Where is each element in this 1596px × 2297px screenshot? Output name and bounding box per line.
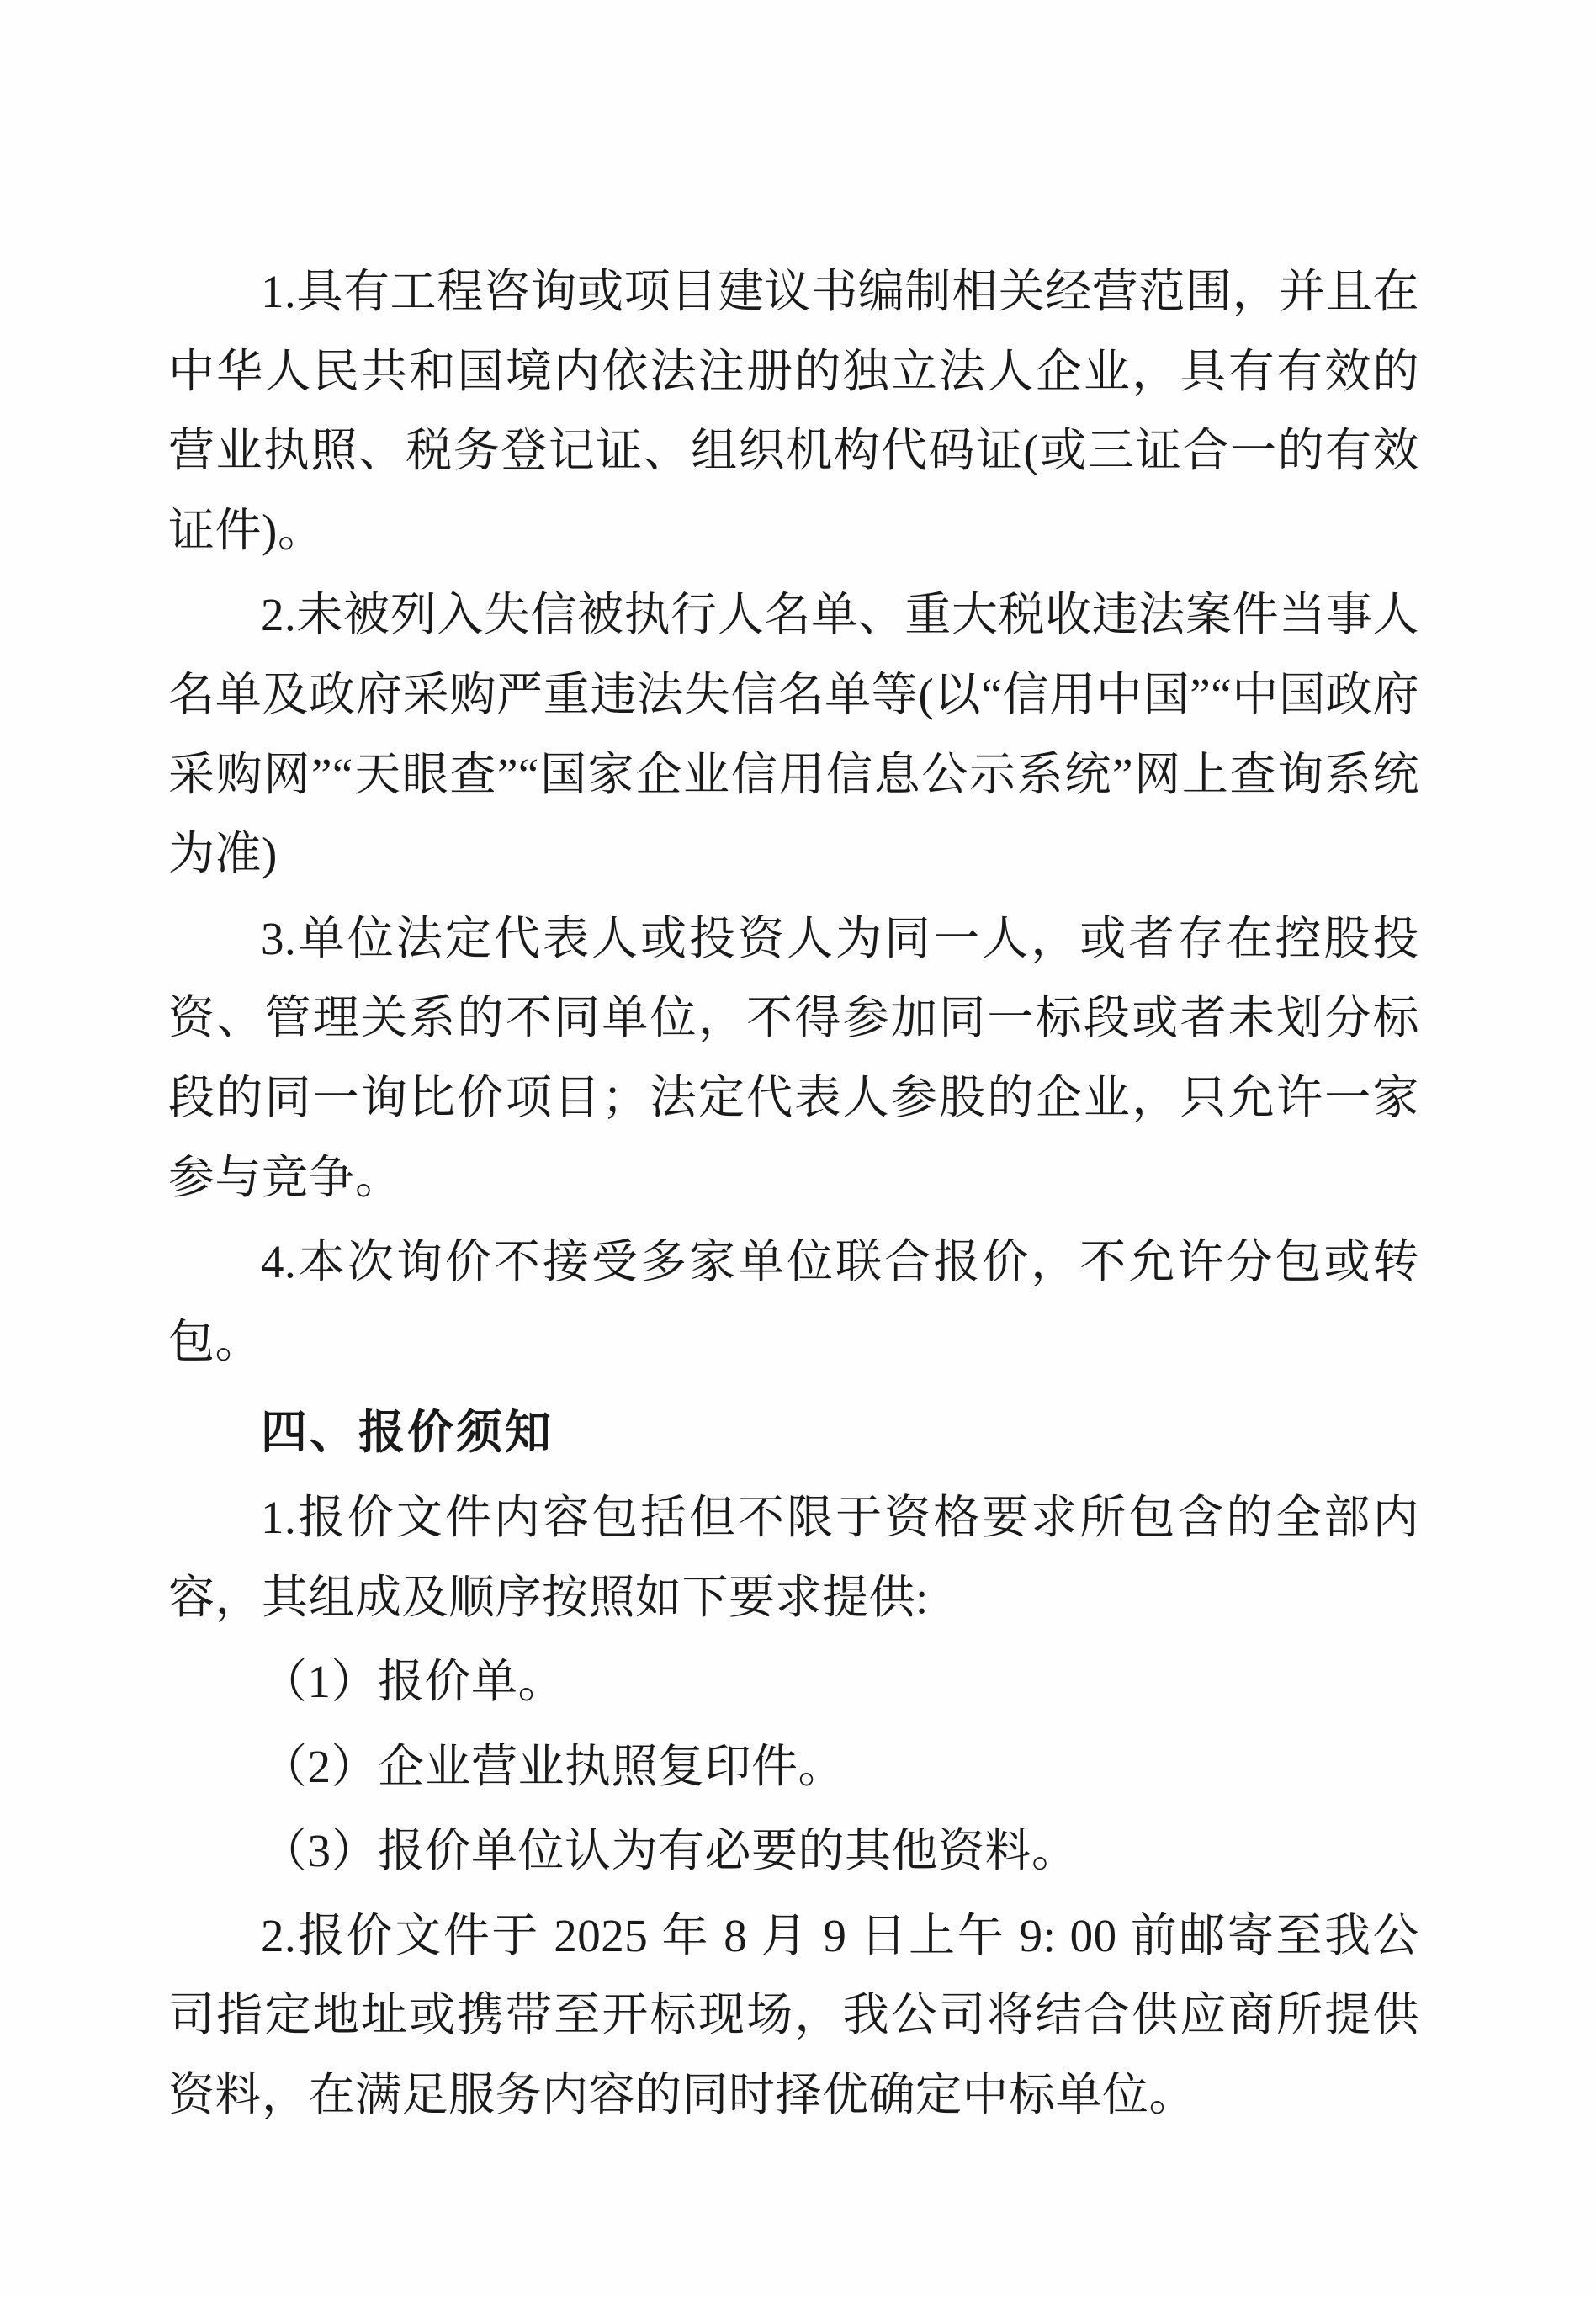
qualification-item-4: 4.本次询价不接受多家单位联合报价，不允许分包或转包。 — [168, 1236, 1419, 1367]
section-heading-quotation-notice: 四、报价须知 — [261, 1407, 554, 1459]
qualification-item-2: 2.未被列入失信被执行人名单、重大税收违法案件当事人名单及政府采购严重违法失信名单等(以“信用中国”“中国政府采购网”“天眼查”“国家企业信用信息公示系统”网上查询系统为准) — [168, 589, 1419, 880]
qualification-item-3: 3.单位法定代表人或投资人为同一人，或者存在控股投资、管理关系的不同单位，不得参加同一标段或者未划分标段的同一询比价项目；法定代表人参股的企业，只允许一家参与竞争。 — [168, 912, 1419, 1203]
notice-item-1-sub-2: （2）企业营业执照复印件。 — [261, 1740, 846, 1792]
notice-item-1-sub-1: （1）报价单。 — [261, 1656, 565, 1708]
notice-item-1: 1.报价文件内容包括但不限于资格要求所包含的全部内容，其组成及顺序按照如下要求提供: — [168, 1491, 1419, 1623]
notice-item-2: 2.报价文件于 2025 年 8 月 9 日上午 9: 00 前邮寄至我公司指定地址或携带至开标现场，我公司将结合供应商所提供资料，在满足服务内容的同时择优确定中标单位。 — [168, 1909, 1419, 2121]
qualification-item-1: 1.具有工程咨询或项目建议书编制相关经营范围，并且在中华人民共和国境内依法注册的独立法人企业，具有有效的营业执照、税务登记证、组织机构代码证(或三证合一的有效证件)。 — [168, 266, 1419, 556]
document-body — [168, 252, 1419, 2135]
notice-item-1-sub-3: （3）报价单位认为有必要的其他资料。 — [261, 1825, 1079, 1877]
